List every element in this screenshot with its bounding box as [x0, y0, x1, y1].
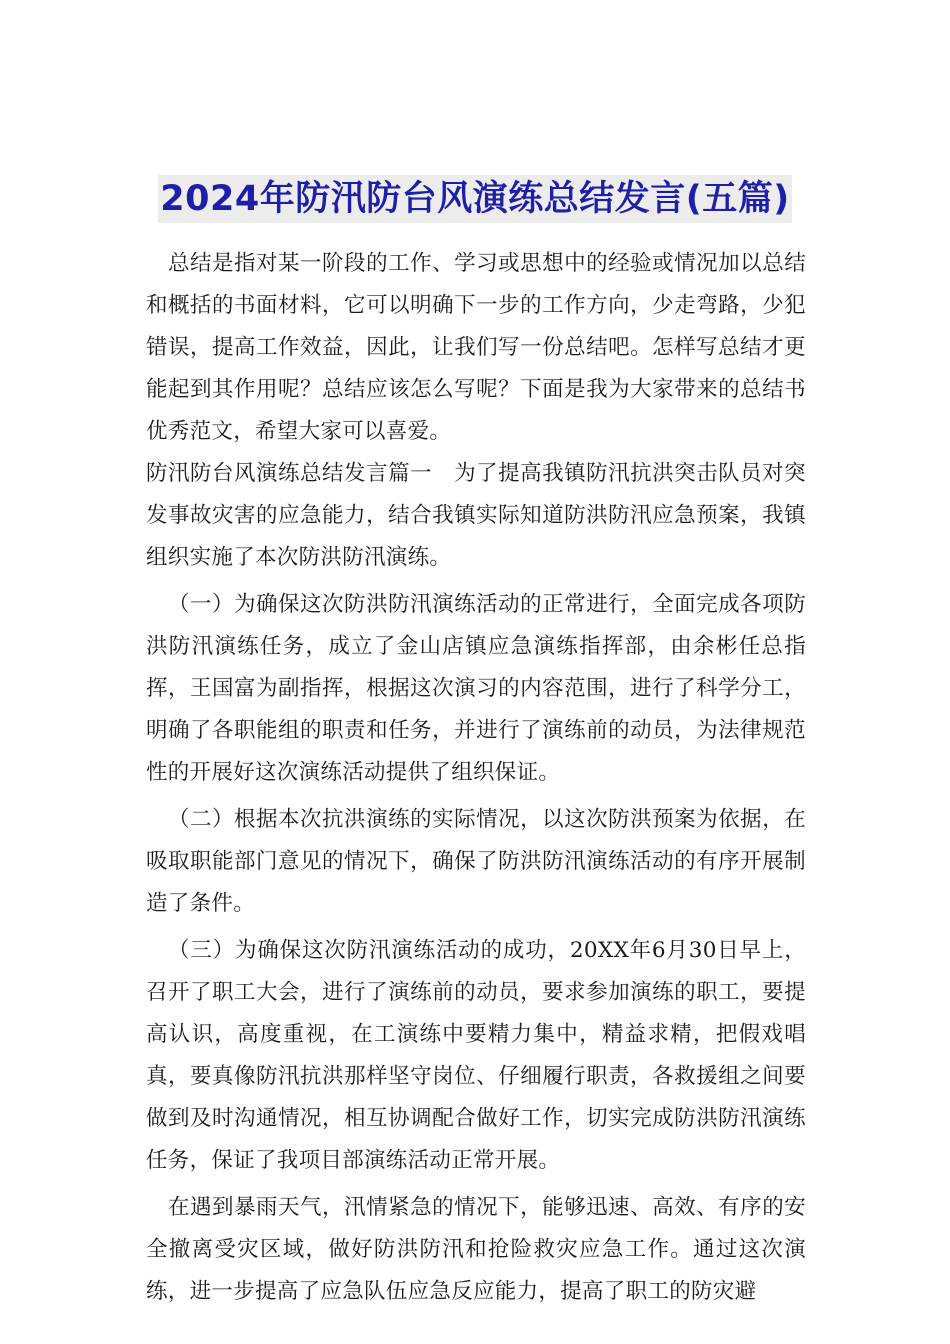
paragraph-section-one: 防汛防台风演练总结发言篇一 为了提高我镇防汛抗洪突击队员对突发事故灾害的应急能力，结合我镇实际知道防洪防汛应急预案，我镇组织实施了本次防洪防汛演练。 — [146, 461, 806, 570]
paragraph-item-two: （二）根据本次抗洪演练的实际情况，以这次防洪预案为依据，在吸取职能部门意见的情况下，确保了防洪防汛演练活动的有序开展制造了条件。 — [146, 807, 806, 916]
paragraph-item-three: （三）为确保这次防汛演练活动的成功，20XX年6月30日早上，召开了职工大会，进行了演练前的动员，要求参加演练的职工，要提高认识，高度重视，在工演练中要精力集中，精益求精，把假戏唱真，要真像防汛抗洪那样坚守岗位、仔细履行职责，各救援组之间要做到及时沟通情况，相互协调配合做好工作，切实完成防洪防汛演练任务，保证了我项目部演练活动正常开展。 — [146, 938, 806, 1173]
paragraph-conclusion: 在遇到暴雨天气，汛情紧急的情况下，能够迅速、高效、有序的安全撤离受灾区域，做好防洪防汛和抢险救灾应急工作。通过这次演练，进一步提高了应急队伍应急反应能力，提高了职工的防灾避 — [146, 1195, 806, 1304]
title-container — [0, 175, 950, 223]
paragraph-item-one: （一）为确保这次防洪防汛演练活动的正常进行，全面完成各项防洪防汛演练任务，成立了金山店镇应急演练指挥部，由余彬任总指挥，王国富为副指挥，根据这次演习的内容范围，进行了科学分工，明确了各职能组的职责和任务，并进行了演练前的动员，为法律规范性的开展好这次演练活动提供了组织保证。 — [146, 592, 806, 785]
paragraph-intro: 总结是指对某一阶段的工作、学习或思想中的经验或情况加以总结和概括的书面材料，它可以明确下一步的工作方向，少走弯路，少犯错误，提高工作效益，因此，让我们写一份总结吧。怎样写总结才更能起到其作用呢？总结应该怎么写呢？下面是我为大家带来的总结书优秀范文，希望大家可以喜爱。 — [146, 251, 806, 444]
document-title: 2024年防汛防台风演练总结发言(五篇) — [158, 175, 791, 223]
document-body — [146, 243, 806, 1313]
